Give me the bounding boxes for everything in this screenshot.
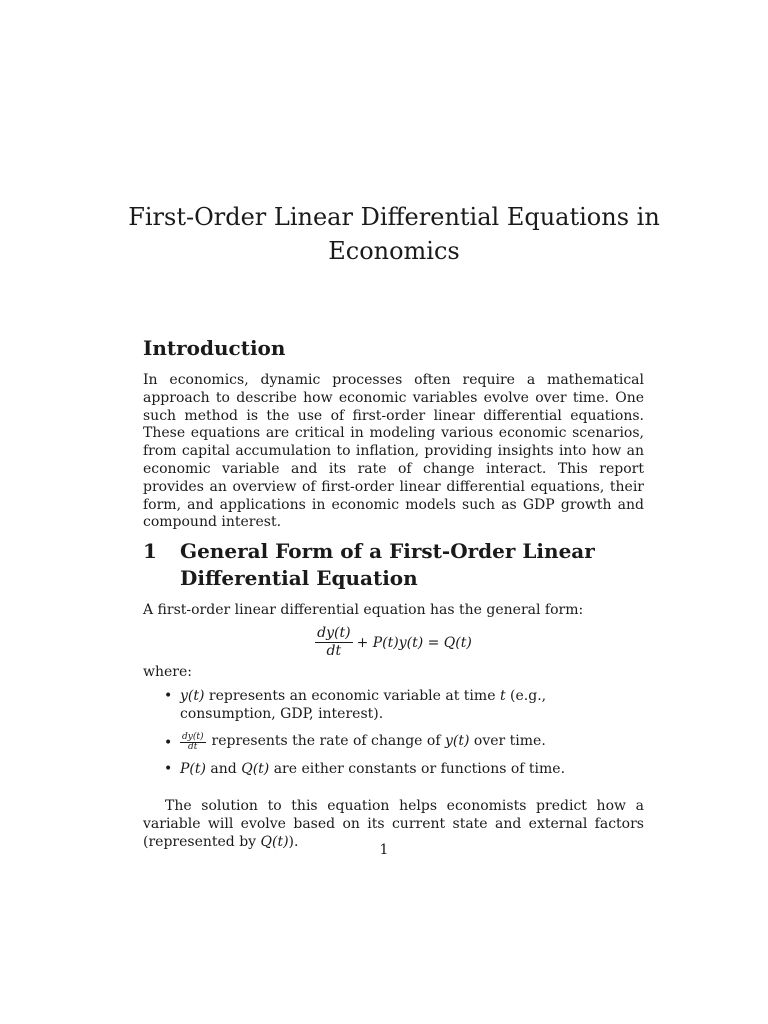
list-item (143, 733, 644, 752)
definition-list (143, 688, 644, 787)
math-variable: y(t) (444, 733, 470, 750)
bullet-icon: • (164, 688, 173, 704)
general-form-equation (143, 625, 644, 660)
where-label: where: (143, 664, 192, 680)
fraction-denominator: dt (188, 741, 198, 752)
bullet-icon: • (164, 734, 173, 751)
item-text-wrapper (212, 733, 546, 751)
item-text: and (205, 760, 242, 777)
page-number: 1 (379, 842, 389, 858)
item-text: (e.g., consumption, GDP, interest). (180, 688, 547, 722)
math-variable: Q(t) (241, 760, 270, 777)
solution-text: The solution to this equation helps economists predict how a variable will evolve based on its current state and external factors (represented by (143, 798, 644, 850)
item-text: represents the rate of change of (211, 733, 445, 750)
derivative-fraction (315, 625, 352, 660)
document-title: First-Order Linear Differential Equations in Economics (128, 203, 660, 265)
section-1-heading (143, 538, 653, 592)
fraction-denominator: dt (326, 643, 342, 659)
section-title: General Form of a First-Order Linear Differential Equation (180, 539, 595, 590)
introduction-paragraph: In economics, dynamic processes often require a mathematical approach to describe how economic variables evolve over time. One such method is the use of first-order linear differential equations. These equations are critical in modeling various economic scenarios, from capital accumulation to inflation, providing insights into how an economic variable and its rate of change interact. This report provides an overview of first-order linear differential equations, their form, and applications in economic models such as GDP growth and compound interest. (143, 372, 644, 531)
item-text: are either constants or functions of time. (269, 760, 566, 777)
equation-intro: A first-order linear differential equation has the general form: (143, 602, 584, 618)
fraction-numerator: dy(t) (317, 625, 351, 641)
math-variable: t (499, 688, 506, 704)
math-variable: P(t) (180, 760, 206, 777)
item-text: represents an economic variable at time (204, 688, 500, 704)
bullet-icon: • (164, 760, 173, 777)
math-variable: Q(t) (260, 833, 289, 850)
list-item (143, 761, 644, 779)
list-item (143, 688, 644, 724)
solution-text-end: ). (288, 833, 299, 850)
derivative-fraction (180, 733, 206, 752)
section-number: 1 (143, 539, 157, 563)
fraction-numerator: dy(t) (182, 731, 204, 742)
introduction-heading: Introduction (143, 336, 286, 360)
item-text: over time. (469, 733, 546, 750)
equation-rest: + P(t)y(t) = Q(t) (356, 634, 472, 651)
math-variable: y(t) (180, 688, 205, 704)
